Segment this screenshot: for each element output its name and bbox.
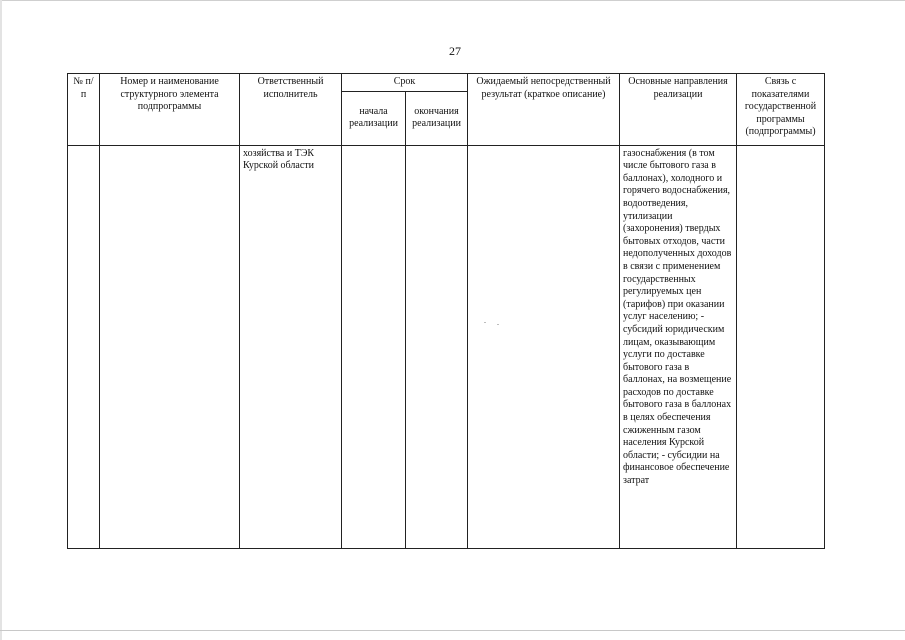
header-element: Номер и наименование структурного элемента подпрограммы	[100, 74, 240, 146]
header-term-start: начала реализации	[342, 91, 406, 145]
header-term: Срок	[342, 74, 468, 92]
page-number: 27	[449, 44, 461, 58]
scan-speck	[484, 322, 486, 323]
cell-executor: хозяйства и ТЭК Курской области	[240, 145, 342, 548]
scan-speck	[497, 324, 499, 325]
header-result: Ожидаемый непосредственный результат (краткое описание)	[468, 74, 620, 146]
scan-edge-bottom	[0, 630, 905, 631]
cell-directions: газоснабжения (в том числе бытового газа в баллонах), холодного и горячего водоснабжения, водоотведения, утилизации (захоронения) твердых бытовых отходов, части недополученных доходов в связи с применением государственных регулируемых цен (тарифов) при оказании услуг населению; - субсидий юридическим лицам, оказывающим услуги по доставке бытового газа в баллонах, на возмещение расходов по доставке бытового газа в баллонах в целях обеспечения сжиженным газом населения Курской области; - субсидии на финансовое обеспечение затрат	[620, 145, 737, 548]
cell-term-end	[406, 145, 468, 548]
header-directions: Основные направления реализации	[620, 74, 737, 146]
table-row	[68, 145, 825, 548]
header-term-end: окончания реализации	[406, 91, 468, 145]
header-num: № п/п	[68, 74, 100, 146]
cell-element	[100, 145, 240, 548]
header-executor: Ответственный исполнитель	[240, 74, 342, 146]
header-link: Связь с показателями государственной программы (подпрограммы)	[737, 74, 825, 146]
subprogram-table	[67, 73, 825, 549]
header-row-1	[68, 74, 825, 92]
cell-link	[737, 145, 825, 548]
cell-result	[468, 145, 620, 548]
scan-edge-top	[0, 0, 905, 1]
cell-num	[68, 145, 100, 548]
cell-term-start	[342, 145, 406, 548]
scan-edge-left	[0, 0, 2, 640]
